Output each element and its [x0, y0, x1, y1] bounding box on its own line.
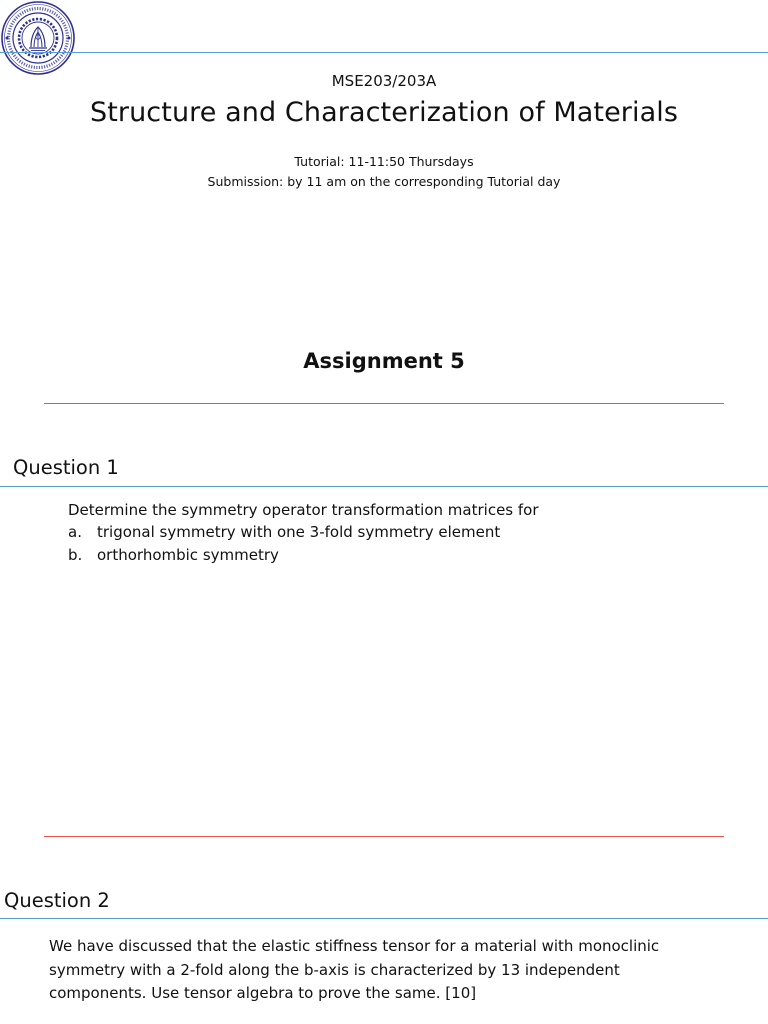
question-2-underline	[0, 918, 768, 919]
question-2-heading: Question 2	[4, 889, 110, 912]
iit-kanpur-seal-icon	[0, 0, 76, 76]
list-item	[68, 546, 279, 564]
prompt-line: symmetry with a 2-fold along the b-axis is characterized by 13 independent	[49, 960, 620, 979]
prompt-line: components. Use tensor algebra to prove the same. [10]	[49, 984, 477, 1002]
course-title: Structure and Characterization of Materials	[89, 97, 679, 128]
question-1-heading: Question 1	[13, 456, 119, 479]
assignment-title: Assignment 5	[303, 349, 465, 373]
top-divider	[0, 52, 768, 53]
list-marker: b.	[68, 546, 83, 564]
prompt-line: We have discussed that the elastic stiffness tensor for a material with monoclinic	[49, 937, 660, 955]
list-item-text: orthorhombic symmetry	[97, 546, 279, 564]
submission-deadline: Submission: by 11 am on the corresponding Tutorial day	[207, 174, 561, 189]
list-item	[68, 523, 500, 541]
question-1-prompt: Determine the symmetry operator transformation matrices for	[68, 501, 539, 519]
section-divider	[44, 403, 724, 404]
list-item-text: trigonal symmetry with one 3-fold symmetry element	[97, 523, 501, 541]
section-divider	[44, 836, 724, 837]
question-1-underline	[0, 486, 768, 487]
question-2-prompt	[49, 935, 749, 1006]
tutorial-schedule: Tutorial: 11-11:50 Thursdays	[294, 154, 474, 169]
list-marker: a.	[68, 523, 82, 541]
course-code: MSE203/203A	[331, 72, 437, 90]
